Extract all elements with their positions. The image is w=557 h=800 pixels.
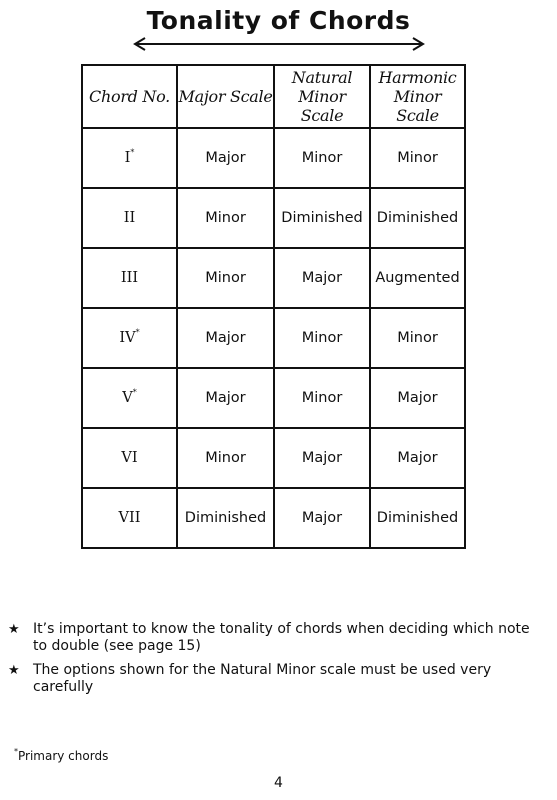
star-icon: ★ bbox=[8, 663, 20, 678]
table-row bbox=[82, 188, 465, 248]
natural-minor-cell: Minor bbox=[274, 308, 370, 368]
table-row bbox=[82, 488, 465, 548]
footnote-text: Primary chords bbox=[18, 749, 109, 763]
major-scale-cell: Minor bbox=[177, 428, 274, 488]
chord-number-cell bbox=[82, 128, 177, 188]
natural-minor-cell: Minor bbox=[274, 368, 370, 428]
chord-number-cell bbox=[82, 368, 177, 428]
notes-list bbox=[8, 621, 544, 703]
harmonic-minor-cell: Minor bbox=[370, 308, 465, 368]
header-label-line-2: Minor Scale bbox=[298, 87, 346, 125]
footnote-mark: * bbox=[14, 747, 18, 756]
chord-numeral: IV bbox=[119, 330, 136, 346]
header-label: Major Scale bbox=[178, 87, 273, 106]
natural-minor-cell: Major bbox=[274, 488, 370, 548]
major-scale-cell: Minor bbox=[177, 248, 274, 308]
header-label-line-1: Natural bbox=[291, 68, 353, 87]
chord-numeral: VII bbox=[118, 510, 141, 526]
natural-minor-cell: Major bbox=[274, 428, 370, 488]
chord-numeral: VI bbox=[121, 450, 138, 466]
chord-numeral: V bbox=[122, 390, 133, 406]
major-scale-cell: Major bbox=[177, 308, 274, 368]
header-chord-no bbox=[82, 65, 177, 128]
harmonic-minor-cell: Major bbox=[370, 428, 465, 488]
chord-number-cell bbox=[82, 428, 177, 488]
header-label-line-1: Harmonic bbox=[378, 68, 457, 87]
major-scale-cell: Major bbox=[177, 368, 274, 428]
chord-numeral: I bbox=[124, 150, 131, 166]
header-label-line-2: Minor Scale bbox=[393, 87, 442, 125]
chord-numeral: III bbox=[120, 270, 139, 286]
header-label: Chord No. bbox=[89, 87, 170, 106]
table-row bbox=[82, 128, 465, 188]
list-item bbox=[8, 621, 544, 655]
chord-numeral: II bbox=[123, 210, 136, 226]
harmonic-minor-cell: Diminished bbox=[370, 188, 465, 248]
page-title: Tonality of Chords bbox=[146, 6, 411, 35]
primary-chord-mark: * bbox=[130, 148, 135, 157]
chord-tonality-table bbox=[81, 64, 466, 549]
harmonic-minor-cell: Augmented bbox=[370, 248, 465, 308]
header-natural-minor-scale bbox=[274, 65, 370, 128]
page-number: 4 bbox=[274, 775, 283, 791]
header-major-scale bbox=[177, 65, 274, 128]
chord-number-cell bbox=[82, 488, 177, 548]
chord-number-cell bbox=[82, 188, 177, 248]
harmonic-minor-cell: Minor bbox=[370, 128, 465, 188]
natural-minor-cell: Major bbox=[274, 248, 370, 308]
natural-minor-cell: Minor bbox=[274, 128, 370, 188]
note-text: It’s important to know the tonality of chords when deciding which note to double (see page 15) bbox=[33, 621, 530, 654]
chord-number-cell bbox=[82, 248, 177, 308]
note-text: The options shown for the Natural Minor scale must be used very carefully bbox=[33, 662, 492, 695]
table-row bbox=[82, 248, 465, 308]
major-scale-cell: Diminished bbox=[177, 488, 274, 548]
primary-chord-mark: * bbox=[135, 328, 140, 337]
double-arrow-icon bbox=[131, 36, 427, 52]
natural-minor-cell: Diminished bbox=[274, 188, 370, 248]
star-icon: ★ bbox=[8, 622, 20, 637]
primary-chord-mark: * bbox=[132, 388, 137, 397]
footnote bbox=[14, 749, 108, 763]
list-item bbox=[8, 662, 544, 696]
chord-number-cell bbox=[82, 308, 177, 368]
major-scale-cell: Major bbox=[177, 128, 274, 188]
table-row bbox=[82, 428, 465, 488]
table-header-row bbox=[82, 65, 465, 128]
major-scale-cell: Minor bbox=[177, 188, 274, 248]
table-row bbox=[82, 308, 465, 368]
harmonic-minor-cell: Diminished bbox=[370, 488, 465, 548]
table-row bbox=[82, 368, 465, 428]
header-harmonic-minor-scale bbox=[370, 65, 465, 128]
harmonic-minor-cell: Major bbox=[370, 368, 465, 428]
